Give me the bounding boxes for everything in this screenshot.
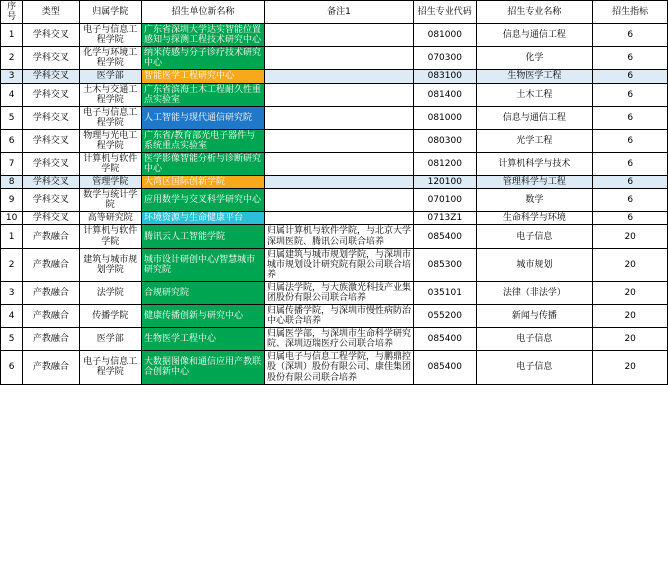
cell-quota: 6	[593, 212, 668, 225]
header-major-code: 招生专业代码	[414, 1, 476, 24]
cell-major-code: 081200	[414, 153, 476, 176]
cell-major-code: 083100	[414, 70, 476, 83]
cell-quota: 20	[593, 351, 668, 384]
cell-remark: 归属医学部，与深圳市生命科学研究院、深圳迈瑞医疗公司联合培养	[264, 328, 413, 351]
cell-unit-name: 医学影像智能分析与诊断研究中心	[142, 153, 265, 176]
cell-type: 产教融合	[23, 248, 79, 281]
cell-index: 6	[1, 351, 23, 384]
cell-major-code: 081000	[414, 24, 476, 47]
table-row	[1, 328, 668, 351]
cell-index: 5	[1, 328, 23, 351]
cell-remark	[264, 83, 413, 106]
cell-type: 产教融合	[23, 225, 79, 248]
cell-college: 医学部	[79, 328, 141, 351]
cell-major-code: 070300	[414, 47, 476, 70]
cell-quota: 20	[593, 248, 668, 281]
cell-unit-name: 大湾区国际创新学院	[142, 176, 265, 189]
cell-quota: 20	[593, 328, 668, 351]
table-header	[1, 1, 668, 24]
cell-unit-name: 纳米传感与分子诊疗技术研究中心	[142, 47, 265, 70]
cell-major-name: 电子信息	[476, 225, 593, 248]
cell-type: 学科交叉	[23, 70, 79, 83]
cell-college: 电子与信息工程学院	[79, 351, 141, 384]
header-college: 归属学院	[79, 1, 141, 24]
cell-college: 建筑与城市规划学院	[79, 248, 141, 281]
cell-type: 学科交叉	[23, 106, 79, 129]
cell-college: 计算机与软件学院	[79, 225, 141, 248]
cell-type: 学科交叉	[23, 176, 79, 189]
cell-remark: 归属计算机与软件学院，与北京大学深圳医院、腾讯公司联合培养	[264, 225, 413, 248]
cell-type: 学科交叉	[23, 129, 79, 152]
cell-major-code: 0713Z1	[414, 212, 476, 225]
cell-major-code: 081000	[414, 106, 476, 129]
cell-unit-name: 生物医学工程中心	[142, 328, 265, 351]
cell-remark	[264, 189, 413, 212]
cell-unit-name: 健康传播创新与研究中心	[142, 305, 265, 328]
cell-major-name: 信息与通信工程	[476, 106, 593, 129]
table-row	[1, 225, 668, 248]
cell-major-code: 120100	[414, 176, 476, 189]
header-unit-name: 招生单位新名称	[142, 1, 265, 24]
cell-major-name: 生物医学工程	[476, 70, 593, 83]
cell-college: 化学与环境工程学院	[79, 47, 141, 70]
cell-index: 4	[1, 305, 23, 328]
cell-college: 电子与信息工程学院	[79, 24, 141, 47]
cell-index: 5	[1, 106, 23, 129]
cell-quota: 6	[593, 106, 668, 129]
cell-index: 2	[1, 47, 23, 70]
cell-major-name: 光学工程	[476, 129, 593, 152]
cell-index: 10	[1, 212, 23, 225]
cell-college: 物理与光电工程学院	[79, 129, 141, 152]
cell-major-name: 法律（非法学）	[476, 281, 593, 304]
cell-index: 4	[1, 83, 23, 106]
table-row	[1, 24, 668, 47]
table-row	[1, 83, 668, 106]
cell-college: 管理学院	[79, 176, 141, 189]
table-row	[1, 281, 668, 304]
cell-index: 3	[1, 281, 23, 304]
cell-index: 7	[1, 153, 23, 176]
cell-unit-name: 广东省/教育部光电子器件与系统重点实验室	[142, 129, 265, 152]
cell-major-code: 085400	[414, 328, 476, 351]
table-row	[1, 153, 668, 176]
cell-index: 9	[1, 189, 23, 212]
cell-quota: 6	[593, 24, 668, 47]
cell-remark	[264, 24, 413, 47]
cell-quota: 6	[593, 189, 668, 212]
cell-index: 6	[1, 129, 23, 152]
header-major-name: 招生专业名称	[476, 1, 593, 24]
table-row	[1, 305, 668, 328]
table-row	[1, 70, 668, 83]
table-row	[1, 351, 668, 384]
cell-unit-name: 大数据图像和通信应用产教联合创新中心	[142, 351, 265, 384]
table-row	[1, 248, 668, 281]
cell-major-name: 城市规划	[476, 248, 593, 281]
cell-major-code: 055200	[414, 305, 476, 328]
cell-major-code: 085400	[414, 225, 476, 248]
cell-major-code: 080300	[414, 129, 476, 152]
cell-major-code: 070100	[414, 189, 476, 212]
cell-type: 学科交叉	[23, 212, 79, 225]
cell-remark: 归属法学院，与大族激光科技产业集团股份有限公司联合培养	[264, 281, 413, 304]
cell-major-name: 土木工程	[476, 83, 593, 106]
cell-college: 医学部	[79, 70, 141, 83]
cell-remark	[264, 106, 413, 129]
cell-major-name: 数学	[476, 189, 593, 212]
cell-remark: 归属电子与信息工程学院，与鹏鼎控股（深圳）股份有限公司、康佳集团股份有限公司联合培养	[264, 351, 413, 384]
cell-unit-name: 城市设计研创中心/智慧城市研究院	[142, 248, 265, 281]
cell-unit-name: 合规研究院	[142, 281, 265, 304]
cell-unit-name: 腾讯云人工智能学院	[142, 225, 265, 248]
cell-remark	[264, 47, 413, 70]
cell-remark: 归属传播学院，与深圳市慢性病防治中心联合培养	[264, 305, 413, 328]
cell-college: 法学院	[79, 281, 141, 304]
cell-quota: 20	[593, 305, 668, 328]
cell-major-name: 计算机科学与技术	[476, 153, 593, 176]
table-row	[1, 212, 668, 225]
cell-quota: 20	[593, 281, 668, 304]
cell-college: 数学与统计学院	[79, 189, 141, 212]
cell-type: 学科交叉	[23, 24, 79, 47]
cell-major-code: 085400	[414, 351, 476, 384]
table-body	[1, 24, 668, 384]
cell-unit-name: 环境资源与生命健康平台	[142, 212, 265, 225]
cell-remark: 归属建筑与城市规划学院，与深圳市城市规划设计研究院有限公司联合培养	[264, 248, 413, 281]
cell-college: 高等研究院	[79, 212, 141, 225]
cell-quota: 6	[593, 176, 668, 189]
cell-type: 学科交叉	[23, 189, 79, 212]
cell-college: 土木与交通工程学院	[79, 83, 141, 106]
cell-remark	[264, 70, 413, 83]
cell-type: 产教融合	[23, 328, 79, 351]
cell-unit-name: 智能医学工程研究中心	[142, 70, 265, 83]
cell-college: 计算机与软件学院	[79, 153, 141, 176]
cell-college: 传播学院	[79, 305, 141, 328]
cell-type: 产教融合	[23, 351, 79, 384]
cell-remark	[264, 176, 413, 189]
header-index: 序号	[1, 1, 23, 24]
table-row	[1, 189, 668, 212]
cell-type: 产教融合	[23, 281, 79, 304]
cell-major-name: 生命科学与环境	[476, 212, 593, 225]
header-type: 类型	[23, 1, 79, 24]
cell-major-code: 085300	[414, 248, 476, 281]
cell-index: 2	[1, 248, 23, 281]
table-row	[1, 129, 668, 152]
cell-major-name: 电子信息	[476, 351, 593, 384]
cell-type: 学科交叉	[23, 47, 79, 70]
cell-type: 产教融合	[23, 305, 79, 328]
cell-major-name: 电子信息	[476, 328, 593, 351]
cell-college: 电子与信息工程学院	[79, 106, 141, 129]
cell-major-name: 管理科学与工程	[476, 176, 593, 189]
cell-major-code: 035101	[414, 281, 476, 304]
cell-major-name: 化学	[476, 47, 593, 70]
header-quota: 招生指标	[593, 1, 668, 24]
cell-type: 学科交叉	[23, 153, 79, 176]
cell-index: 1	[1, 225, 23, 248]
cell-type: 学科交叉	[23, 83, 79, 106]
cell-index: 3	[1, 70, 23, 83]
cell-major-name: 新闻与传播	[476, 305, 593, 328]
cell-remark	[264, 153, 413, 176]
cell-index: 1	[1, 24, 23, 47]
cell-unit-name: 广东省滨海土木工程耐久性重点实验室	[142, 83, 265, 106]
table-row	[1, 176, 668, 189]
table-row	[1, 47, 668, 70]
cell-unit-name: 广东省深圳大学达实智能位置感知与探测工程技术研究中心	[142, 24, 265, 47]
cell-quota: 20	[593, 225, 668, 248]
cell-unit-name: 应用数学与交叉科学研究中心	[142, 189, 265, 212]
cell-quota: 6	[593, 153, 668, 176]
cell-quota: 6	[593, 70, 668, 83]
cell-quota: 6	[593, 83, 668, 106]
cell-remark	[264, 129, 413, 152]
cell-quota: 6	[593, 129, 668, 152]
cell-quota: 6	[593, 47, 668, 70]
header-remark: 备注1	[264, 1, 413, 24]
cell-major-code: 081400	[414, 83, 476, 106]
cell-unit-name: 人工智能与现代通信研究院	[142, 106, 265, 129]
table-row	[1, 106, 668, 129]
cell-index: 8	[1, 176, 23, 189]
cell-remark	[264, 212, 413, 225]
header-row	[1, 1, 668, 24]
cell-major-name: 信息与通信工程	[476, 24, 593, 47]
